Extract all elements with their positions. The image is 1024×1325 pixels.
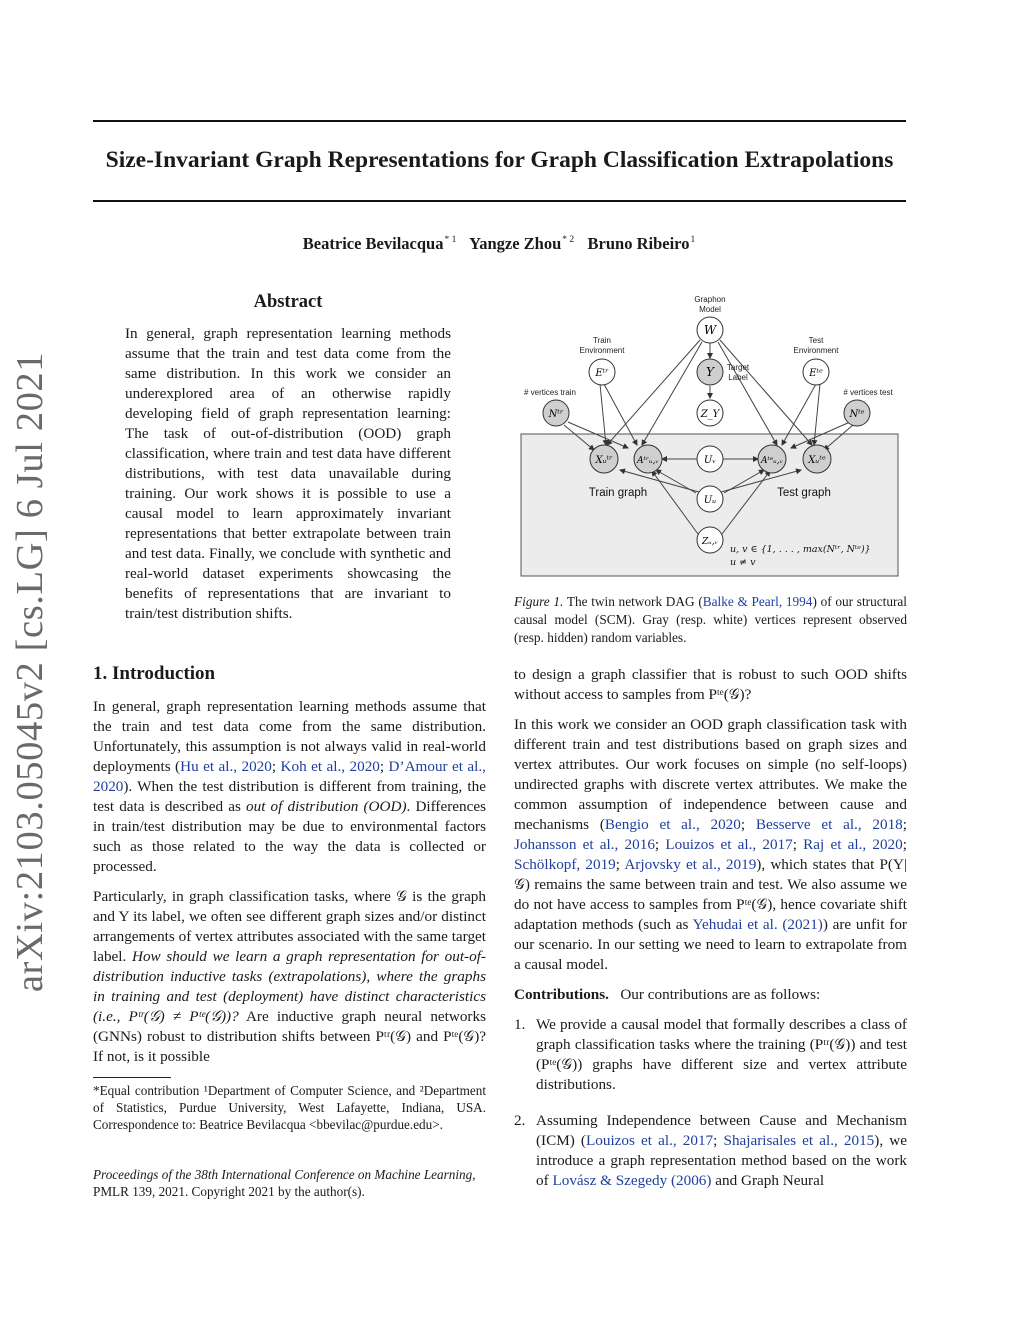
intro-paragraph-1 [93, 697, 486, 877]
author-affiliation-mark: 1 [690, 235, 696, 245]
node-label: Nᵗᵉ [849, 409, 865, 420]
author-name: Bruno Ribeiro [587, 234, 690, 253]
node-label: Eᵗᵉ [809, 368, 823, 379]
caption-label: Figure 1. [514, 594, 564, 609]
emphasis: How should we learn a graph representation for out-of-distribution inductive tasks (extrapolations), where the graphs in training and test (deployment) have distinct characteristics (i.e., Pᵗʳ(𝒢) ≠ Pᵗᵉ(𝒢))? [93, 948, 486, 1025]
text-run: Assuming Independence between Cause and Mechanism (ICM) ( [536, 1112, 907, 1149]
node-label: Uᵥ [703, 455, 717, 466]
citation-link[interactable]: Besserve et al., 2018 [755, 816, 903, 833]
node-label: Zᵤ,ᵥ [701, 537, 719, 547]
emphasis: Proceedings of the 38th International Conference on Machine Learning [93, 1167, 473, 1182]
emphasis: out of distribution (OOD) [246, 798, 407, 815]
author-affiliation-mark: * 1 [444, 235, 457, 245]
test-graph-label: Test graph [777, 487, 831, 499]
citation-link[interactable]: Yehudai et al. (2021) [692, 916, 823, 933]
text-run: . Differences in train/test distribution may be due to environmental factors such as those related to the way the data is collected or processed. [93, 798, 486, 875]
node-label: Xᵤᵗʳ [595, 455, 613, 466]
paper-title: Size-Invariant Graph Representations for Graph Classification Extrapolations [105, 147, 894, 173]
right-column [514, 665, 907, 1207]
paragraph: to design a graph classifier that is robust to such OOD shifts without access to samples from Pᵗᵉ(𝒢)? [514, 666, 907, 703]
node-label: Xᵤᵗᵉ [808, 455, 826, 466]
target-label-text: Label [728, 373, 748, 382]
text-run: , PMLR 139, 2021. Copyright 2021 by the author(s). [93, 1167, 476, 1199]
text-run: In this work we consider an OOD graph classification task with different train and test distributions based on graph sizes and vertex attributes. Our work focuses on simple (no self-loops) undirected graphs with discrete vertex attributes. We make the common assumption of independence between cause and mechanisms ( [514, 716, 907, 833]
graphon-label: Graphon [694, 295, 726, 304]
abstract-text: In general, graph representation learning methods assume that the train and test data come from the same distribution. In this work we consider an underexplored area of an otherwise rapidly developing field of graph representation learning: The task of out-of-distribution (OOD) graph classification, where train and test data have different distributions, with test data unavailable during training. Our work shows it is possible to use a causal model to learn approximately invariant representations that better extrapolate between train and test data. Finally, we conclude with synthetic and real-world dataset experiments showcasing the benefits of representations that are invariant to train/test distribution shifts. [125, 325, 451, 622]
intro-paragraph-2 [93, 887, 486, 1067]
author-list [93, 234, 906, 254]
citation-link[interactable]: Schölkopf, 2019 [514, 856, 616, 873]
vertices-test-label: # vertices test [843, 388, 893, 397]
proceedings-note [93, 1166, 486, 1200]
text-run: ) of our structural causal model (SCM). Gray (resp. white) vertices represent observed (resp. hidden) random variables. [514, 594, 907, 645]
list-number: 1. [514, 1016, 526, 1033]
citation-link[interactable]: Raj et al., 2020 [803, 836, 903, 853]
text-run: The twin network DAG ( [563, 594, 703, 609]
citation-link[interactable]: Johansson et al., 2016 [514, 836, 655, 853]
citation-link[interactable]: Koh et al., 2020 [280, 758, 380, 775]
text-run: and Graph Neural [711, 1172, 825, 1189]
citation-link[interactable]: Bengio et al., 2020 [604, 816, 741, 833]
footnote: *Equal contribution ¹Department of Computer Science, and ²Department of Statistics, Purdue University, West Lafayette, Indiana, USA. Correspondence to: Beatrice Bevilacqua <bbevilac@purdue.edu>. [93, 1083, 486, 1132]
text-run: ), which states that P(Y|𝒢) remains the same between train and test. We also assume we do not have access to samples from Pᵗᵉ(𝒢), hence covariate shift adaptation methods (such as [514, 856, 907, 933]
text-run: Our contributions are as follows: [620, 986, 821, 1003]
author-name: Beatrice Bevilacqua [302, 234, 444, 253]
plate-index-label: u, v ∈ {1, . . . , max(Nᵗʳ, Nᵗᵉ)} [730, 544, 871, 555]
citation-link[interactable]: Hu et al., 2020 [180, 758, 272, 775]
node-label: Uᵤ [703, 495, 717, 506]
arxiv-stamp: arXiv:2103.05045v2 [cs.LG] 6 Jul 2021 [9, 351, 51, 993]
citation-link[interactable]: Balke & Pearl, 1994 [702, 594, 813, 609]
abstract-heading: Abstract [253, 292, 323, 312]
citation-link[interactable]: Louizos et al., 2017 [665, 836, 793, 853]
citation-link[interactable]: Shajarisales et al., 2015 [723, 1132, 875, 1149]
test-env-label: Environment [793, 346, 839, 355]
section-heading: 1. Introduction [93, 663, 216, 684]
train-graph-label: Train graph [588, 487, 648, 499]
node-label: Aᵗᵉᵤ,ᵥ [760, 456, 784, 466]
plate-index-label: u ≠ v [730, 557, 756, 568]
title-bottom-rule [93, 200, 906, 202]
target-label-text: Target [726, 363, 750, 372]
node-label: Aᵗʳᵤ,ᵥ [637, 456, 659, 466]
node-label: Eᵗʳ [595, 368, 609, 379]
text-run: In general, graph representation learning methods assume that the train and test data come from the same distribution. Unfortunately, this assumption is not always valid in real-world deployments ( [93, 698, 486, 775]
left-column [93, 697, 486, 1077]
citation-link[interactable]: Arjovsky et al., 2019 [624, 856, 757, 873]
text-run: ), we introduce a graph representation method based on the work of [536, 1132, 907, 1189]
node-label: Z_Y [700, 409, 720, 420]
text-run: Particularly, in graph classification tasks, where 𝒢 is the graph and Y its label, we often see different graph sizes and/or distinct arrangements of vertex attributes associated with the same target label. [93, 888, 486, 965]
node-label: Nᵗʳ [548, 409, 564, 420]
paragraph: In this work we consider an OOD graph classification task with different train and test distributions based on graph sizes and vertex attributes. Our work focuses on simple (no self-loops) undirected graphs with discrete vertex attributes. We make the common assumption of independence between cause and mechanisms (Bengio et al., 2020; Besserve et al., 2018; Johansson et al., 2016; Louizos et al., 2017; Raj et al., 2020; Schölkopf, 2019; Arjovsky et al., 2019), which states that P(Y|𝒢) remains the same between train and test. We also assume we do not have access to samples from Pᵗᵉ(𝒢), hence covariate shift adaptation methods (such as Yehudai et al. (2021)) are unfit for our scenario. In our setting we need to learn to extrapolate from a causal model. [514, 716, 907, 973]
footnote-rule [93, 1077, 171, 1078]
author-name: Yangze Zhou [469, 234, 562, 253]
list-number: 2. [514, 1112, 526, 1129]
list-item: 2. Assuming Independence between Cause and Mechanism (ICM) (Louizos et al., 2017; Shajarisales et al., 2015), we introduce a graph representation method based on the work of Lovász & Szegedy (2006) and Graph Neural [514, 1112, 907, 1189]
figure-caption [514, 593, 907, 647]
top-rule [93, 120, 906, 122]
citation-link[interactable]: Lovász & Szegedy (2006) [552, 1172, 712, 1189]
citation-link[interactable]: D’Amour et al., 2020 [93, 758, 486, 795]
text-run: ) are unfit for our scenario. In our setting we need to learn to extrapolate from a causal model. [514, 916, 907, 973]
contributions-heading: Contributions. [514, 986, 609, 1003]
graphon-label: Model [699, 305, 721, 314]
text-run: ; [271, 758, 281, 775]
node-label: W [703, 323, 717, 337]
text-run: ; [379, 758, 389, 775]
node-label: Y [706, 365, 714, 379]
list-item [514, 1015, 907, 1095]
author-affiliation-mark: * 2 [562, 235, 575, 245]
test-env-label: Test [808, 336, 824, 345]
text-run: We provide a causal model that formally describes a class of graph classification tasks where the training (Pᵗʳ(𝒢)) and test (Pᵗᵉ(𝒢)) graphs have different size and vertex attribute distributions. [536, 1016, 907, 1093]
text-run: Are inductive graph neural networks (GNNs) robust to distribution shifts between Pᵗʳ(𝒢) and Pᵗᵉ(𝒢)? If not, is it possible [93, 1008, 486, 1065]
vertices-train-label: # vertices train [523, 388, 577, 397]
contributions-paragraph [514, 985, 907, 1005]
train-env-label: Train [593, 336, 611, 345]
text-run: ). When the test distribution is different from training, the test data is described as [93, 778, 486, 815]
figure-1-dag [514, 290, 907, 590]
train-env-label: Environment [579, 346, 625, 355]
citation-link[interactable]: Louizos et al., 2017 [585, 1132, 714, 1149]
